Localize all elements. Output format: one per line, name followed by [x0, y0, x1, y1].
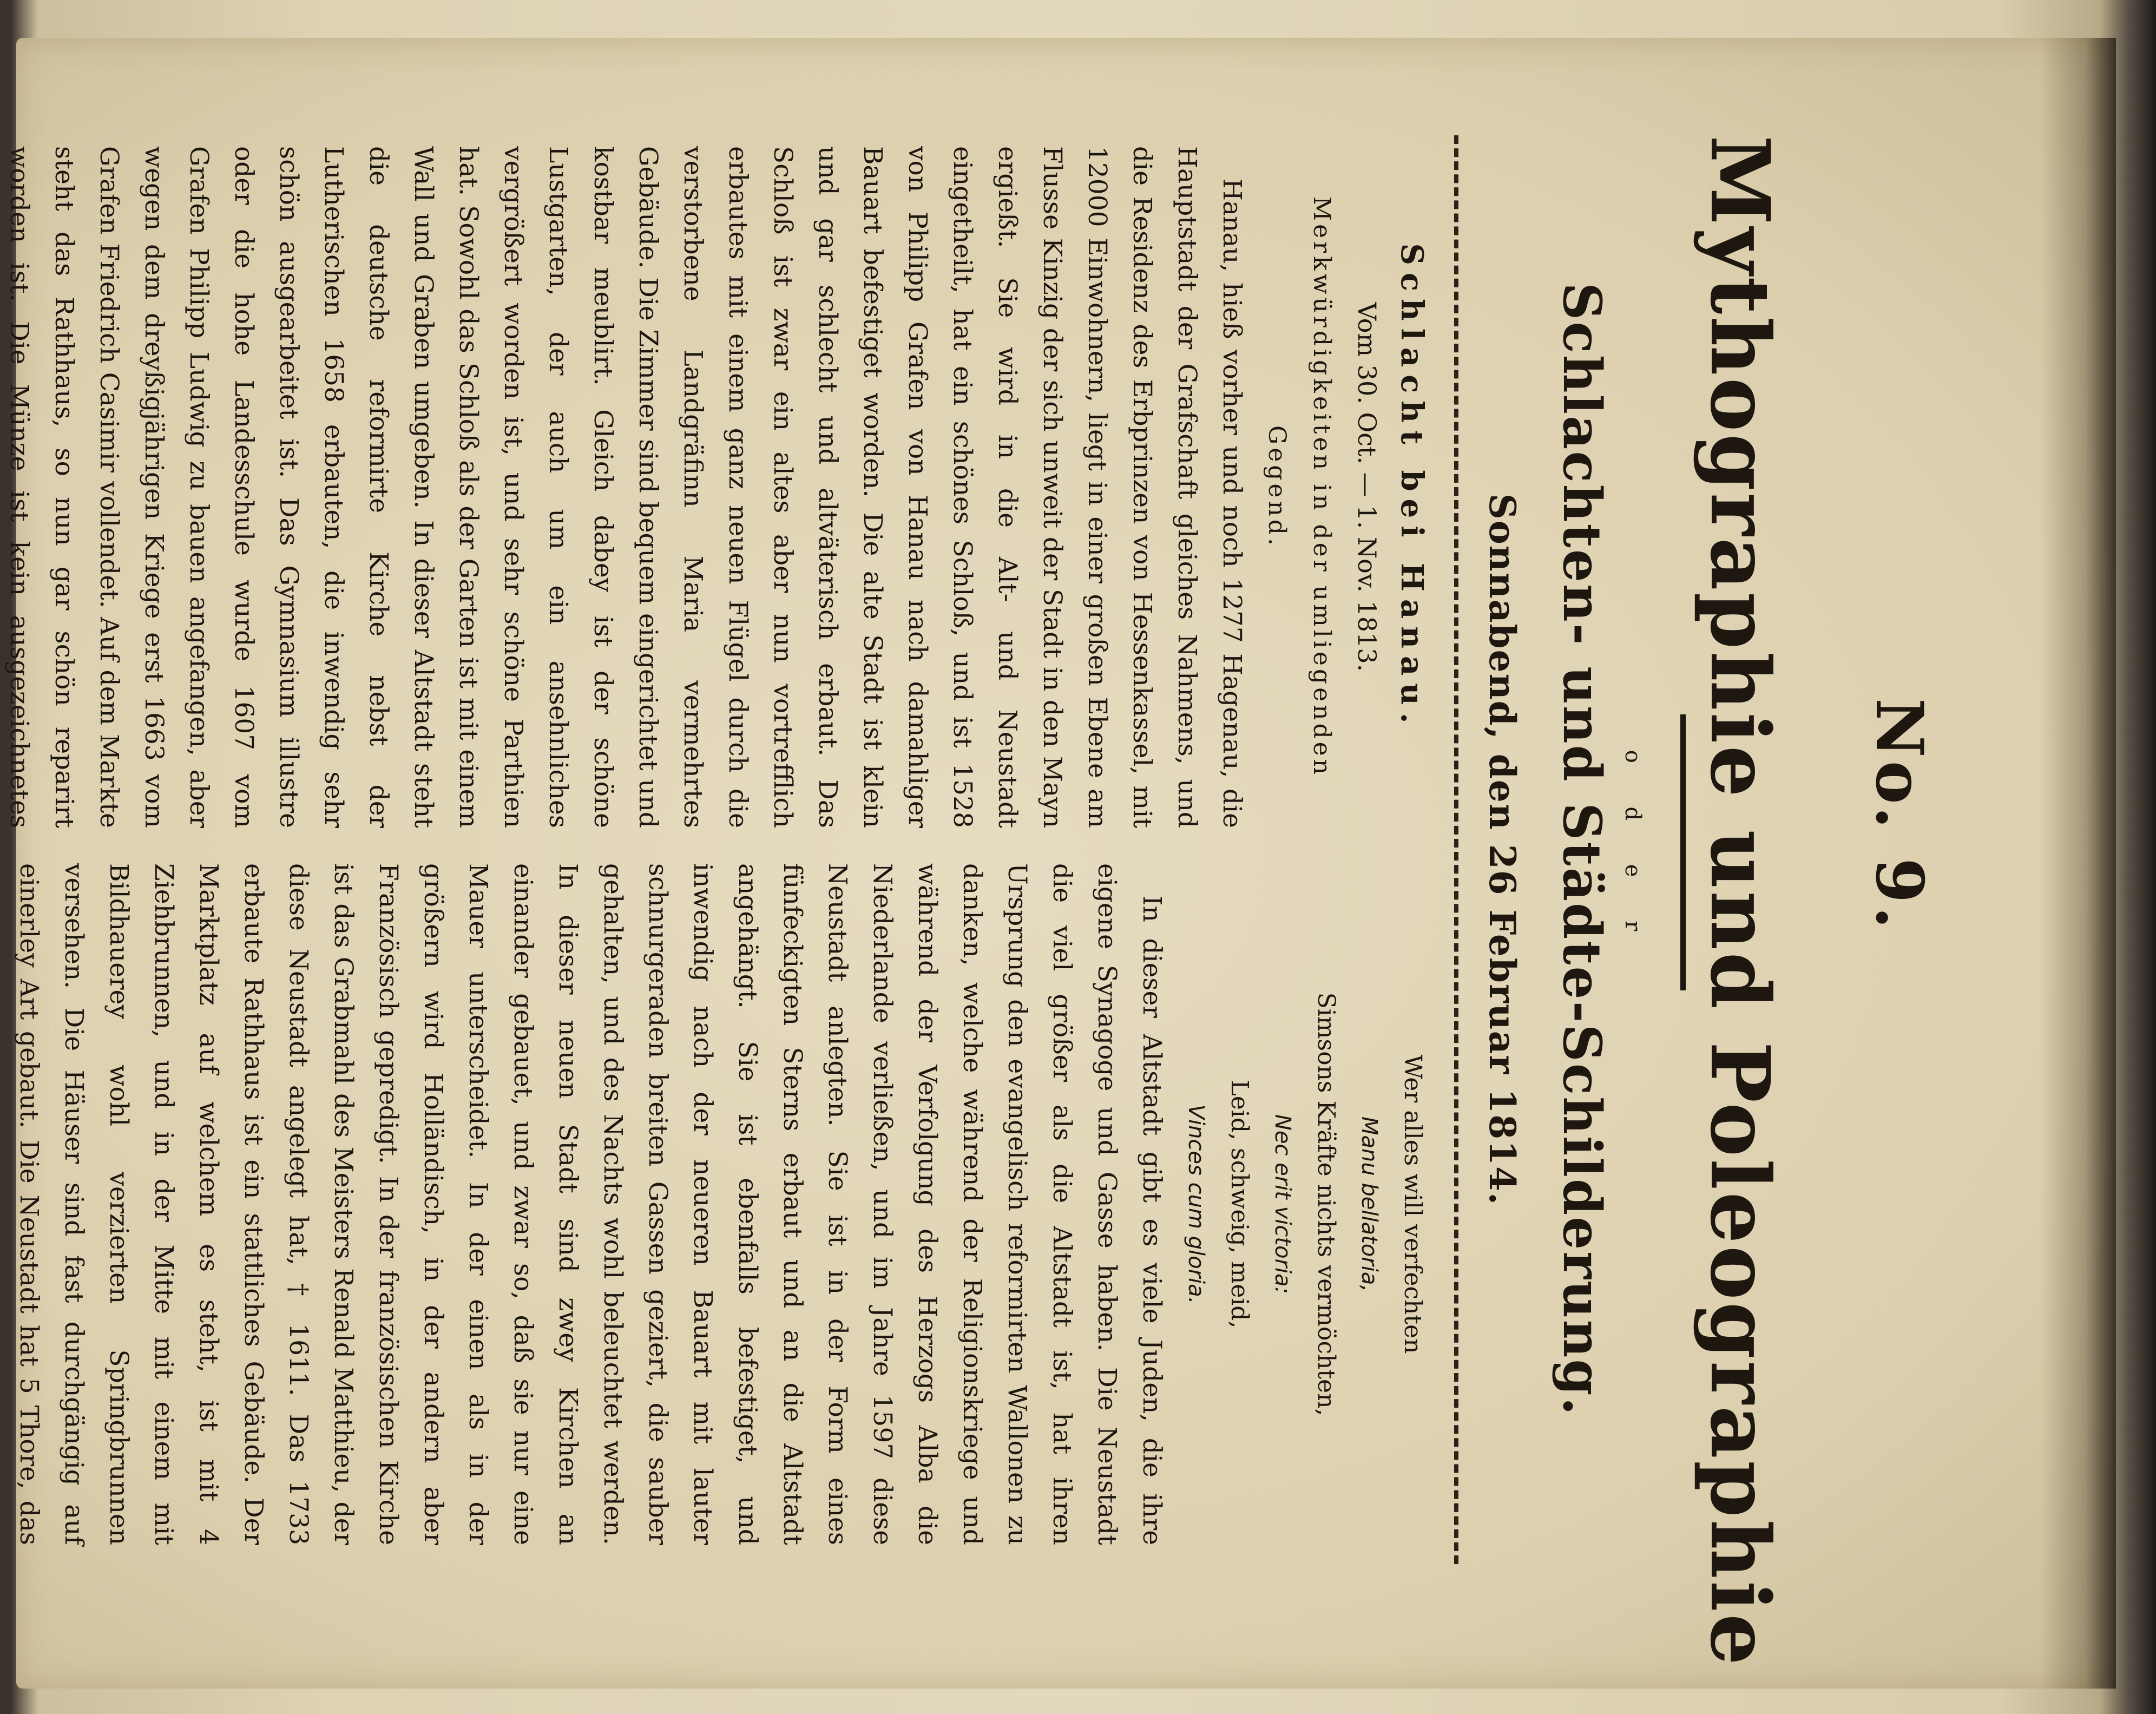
verse-line: Manu bellatoria,: [1357, 1116, 1382, 1292]
right-column: [14, 863, 1434, 1545]
body-paragraph: In dieser Altstadt gibt es viele Juden, die ihre eigene Synagoge und Gasse haben. Die Neustadt die viel größer als die Altstadt ist, hat ihren Ursprung den evangelisch reformirten Wallonen zu danken, welche während der Religionskriege und während der Verfolgung des Herzogs Alba die Niederlande verließen, und im Jahre 1597 diese Neustadt anlegten. Sie ist in der Form eines fünfeckigten Sterns erbaut und an die Altstadt angehängt. Sie ist ebenfalls befestiget, und inwendig nach der neueren Bauart mit lauter schnurgeraden breiten Gassen geziert, die sauber gehalten, und des Nachts wohl beleuchtet werden. In dieser neuen Stadt sind zwey Kirchen an einander gebauet, und zwar so, daß sie nur eine Mauer unterscheidet. In der einen als in der größern wird Holländisch, in der andern aber Französisch gepredigt. In der französischen Kirche ist das Grabmahl des Meisters Renald Matthieu, der diese Neustadt angelegt hat, † 1611. Das 1733 erbaute Rathhaus ist ein stattliches Gebäude. Der Marktplatz auf welchem es steht, ist mit 4 Ziehbrunnen, und in der Mitte mit einem mit Bildhauerey wohl verzierten Springbrunnen versehen. Die Häuser sind fast durchgängig auf einerley Art gebaut. Die Neustadt hat 5 Thore, das: [14, 863, 1167, 1545]
verse-line: Nec erit victoria:: [1270, 1114, 1295, 1295]
section-heading-line-1: Merkwürdigkeiten in der umliegenden: [1308, 196, 1336, 778]
book-gutter: [2040, 38, 2116, 1689]
dashed-divider: [1454, 135, 1458, 1564]
issue-number: No. 9.: [1861, 698, 1937, 932]
body-paragraph: Hanau, hieß vorher und noch 1277 Hagenau, die Hauptstadt der Grafschaft gleiches Nahmens, und die Residenz des Erbprinzen von Hessenkassel, mit 12000 Einwohnern, liegt in einer großen Ebene am Flusse Kinzig der sich unweit der Stadt in den Mayn ergießt. Sie wird in die Alt- und Neustadt eingetheilt, hat ein schönes Schloß, und ist 1528 von Philipp Grafen von Hanau nach damahliger Bauart befestiget worden. Die alte Stadt ist klein und gar schlecht und altväterisch erbaut. Das Schloß ist zwar ein altes aber nun vortrefflich erbautes mit einem ganz neuen Flügel durch die verstorbene Landgräfinn Maria vermehrtes Gebäude. Die Zimmer sind bequem eingerichtet und kostbar meublirt. Gleich dabey ist der schöne Lustgarten, der auch um ein ansehnliches vergrößert worden ist, und sehr schöne Parthien hat. Sowohl das Schloß als der Garten ist mit einem Wall und Graben umgeben. In dieser Altstadt steht die deutsche reformirte Kirche nebst der Lutherischen 1658 erbauten, die inwendig sehr schön ausgearbeitet ist. Das Gymnasium illustre oder die hohe Landesschule wurde 1607 vom Grafen Philipp Ludwig zu bauen angefangen, aber wegen dem dreyßigjährigen Kriege erst 1663 vom Grafen Friedrich Casimir vollendet. Auf dem Markte steht das Rathhaus, so nun gar schön reparirt worden ist. Die Münze ist kein ausgezeichnetes: [4, 146, 1247, 828]
left-column: [4, 146, 1434, 828]
verse-line: Wer alles will verfechten: [1399, 1054, 1427, 1354]
journal-subtitle: Schlachten- und Städte-Schilderung.: [1552, 283, 1613, 1417]
verse-line: Vinces cum gloria.: [1184, 1104, 1208, 1304]
verse-line: Leid, schweig, meid,: [1226, 1080, 1253, 1329]
verse-line: Simsons Kräfte nichts vermöchten,: [1312, 992, 1340, 1416]
journal-title: Mythographie und Poleographie: [1692, 135, 1787, 1668]
section-heading-line-2: Gegend.: [1263, 425, 1291, 549]
rotated-page-content: [4, 135, 1937, 1668]
issue-date: Sonnabend, den 26 Februar 1814.: [1481, 494, 1523, 1206]
title-connector: o d e r: [1620, 750, 1645, 950]
title-underline: [1680, 714, 1686, 990]
article-heading: Schlacht bei Hanau.: [1394, 243, 1430, 731]
article-dates: Vom 30. Oct. — 1. Nov. 1813.: [1352, 302, 1382, 672]
